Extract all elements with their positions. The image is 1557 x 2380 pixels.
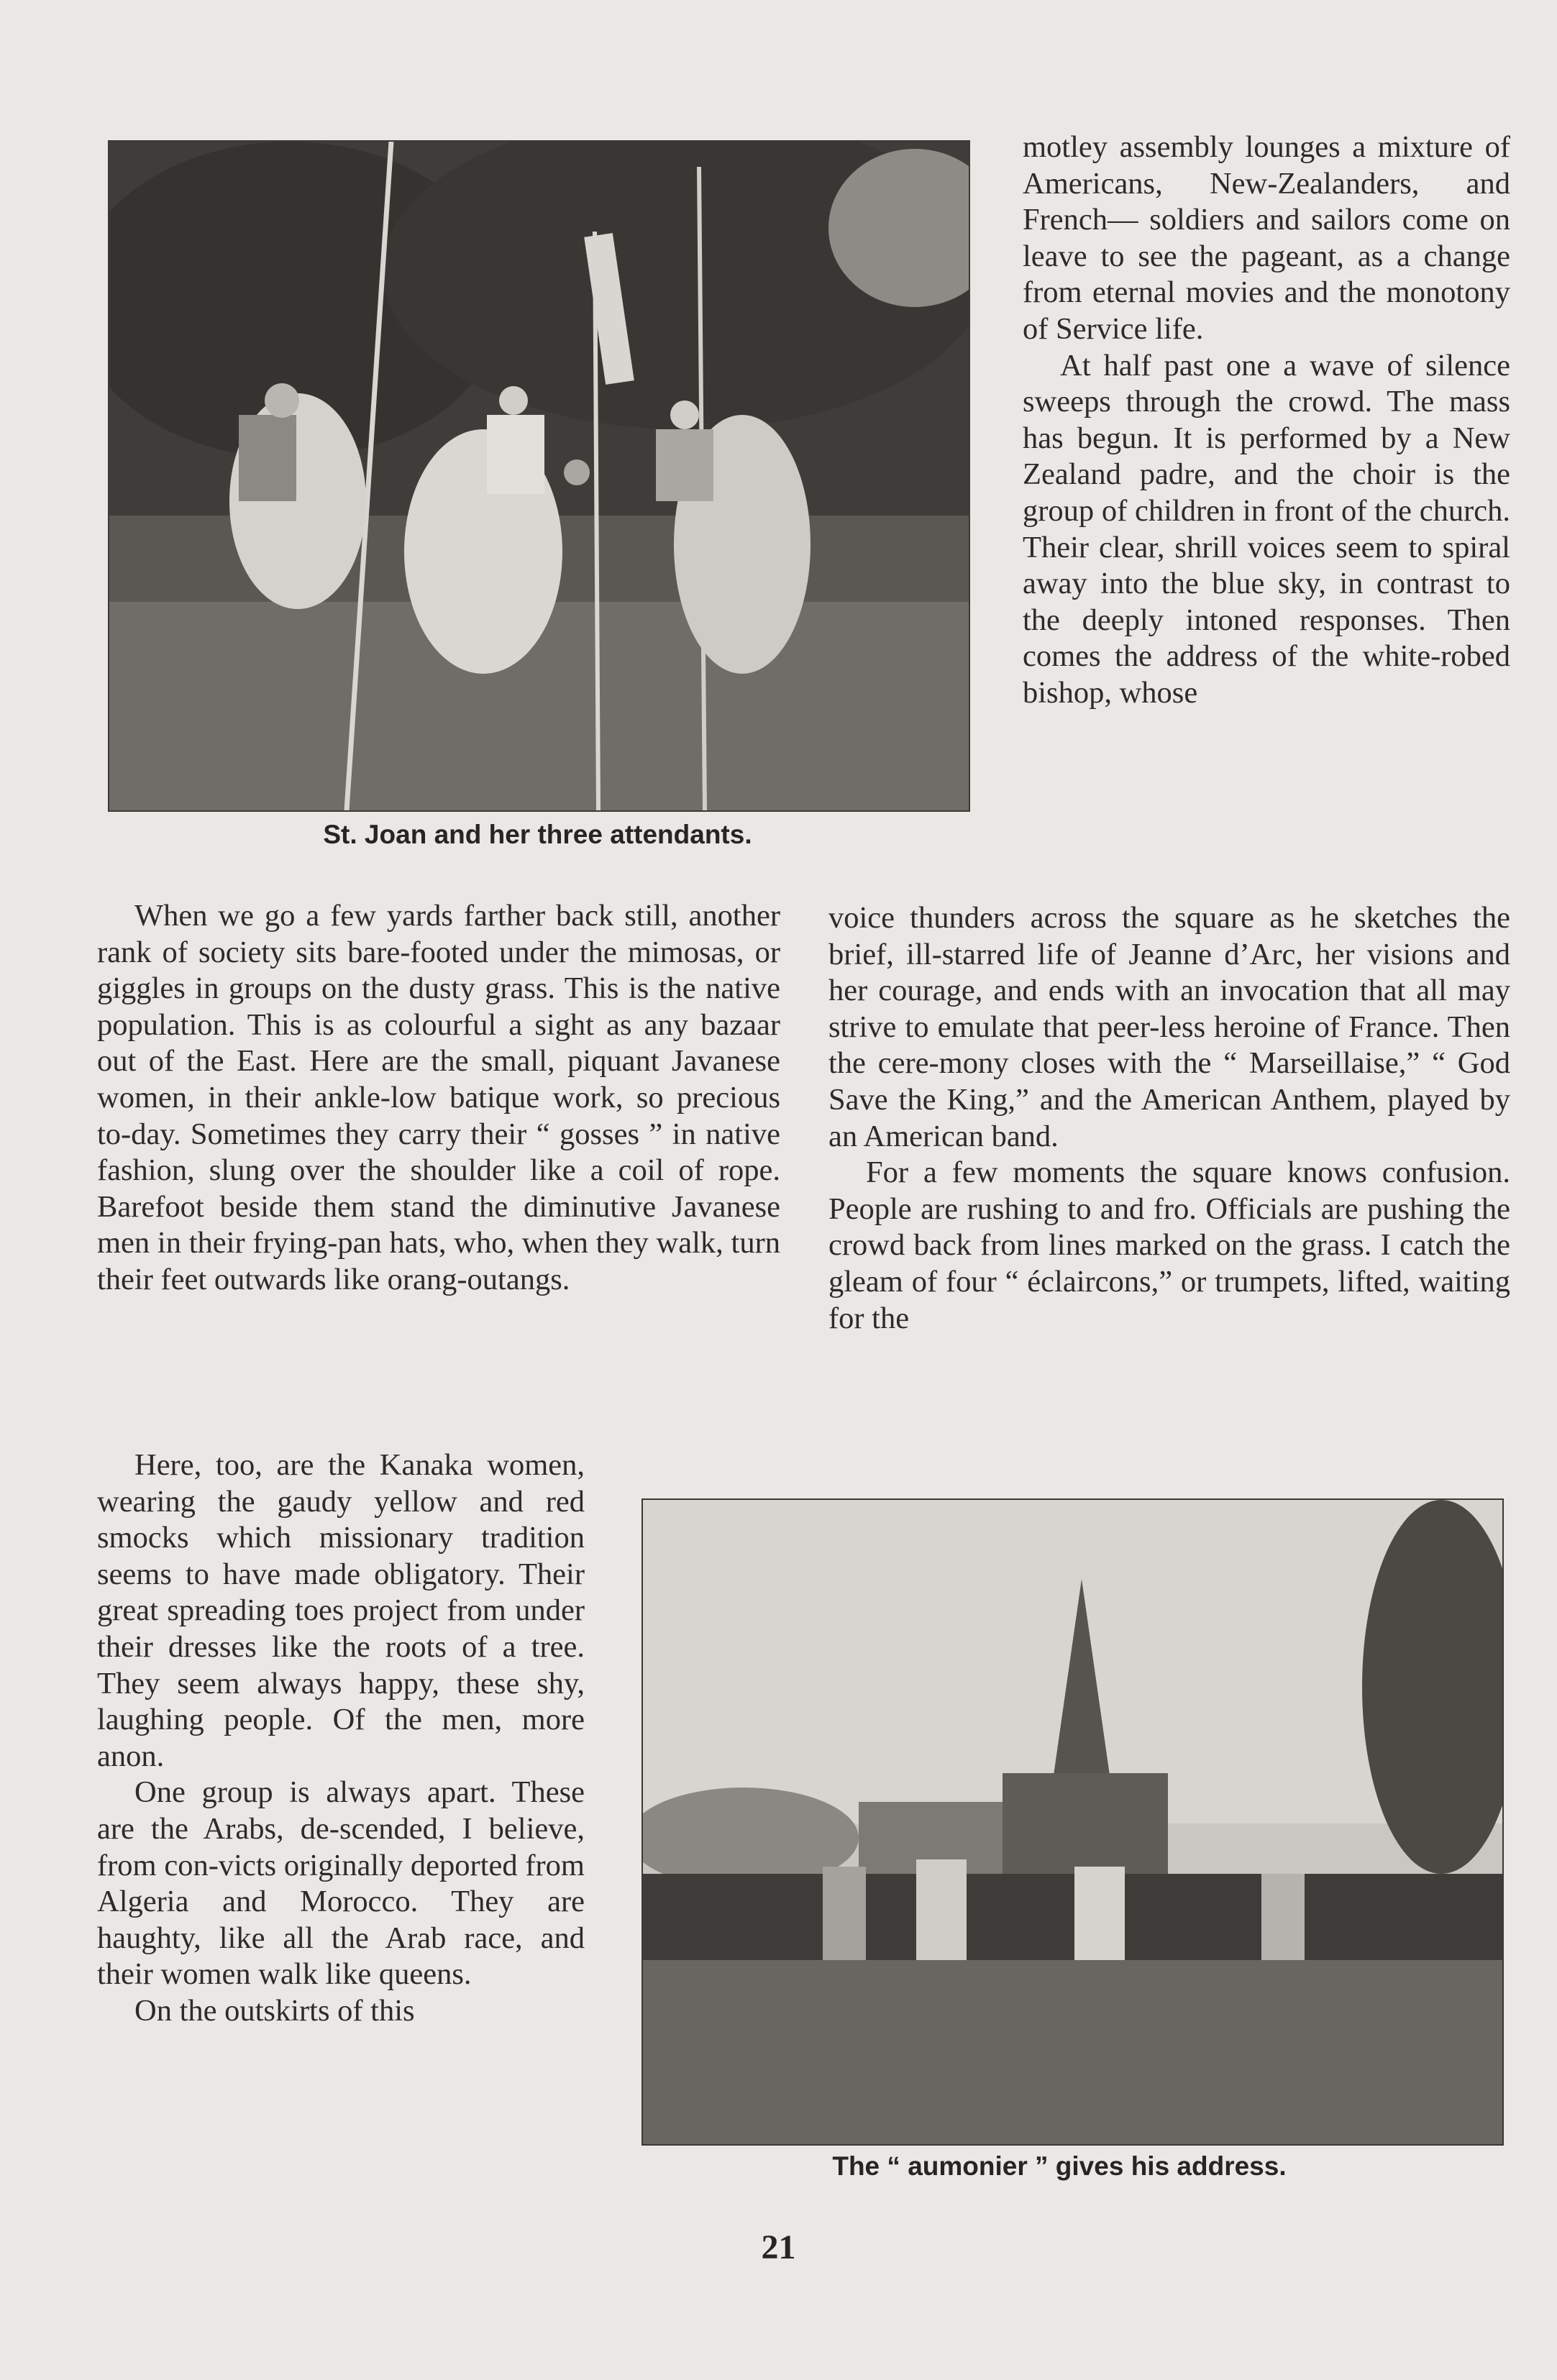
figure-photo-church (641, 1498, 1504, 2146)
paragraph: voice thunders across the square as he sketches the brief, ill-starred life of Jeanne d’Arc, her visions and her courage, and ends with an invocation that all may strive to emulate that peer-less heroine of France. Then the cere-mony closes with the “ Marseillaise,” “ God Save the King,” and the American Anthem, played by an American band. (828, 901, 1510, 1153)
page-number: 21 (761, 2228, 796, 2266)
photo-church-procession-icon (643, 1500, 1502, 2144)
left-column (97, 898, 780, 1299)
paragraph: For a few moments the square knows confusion. People are rushing to and fro. Officials are pushing the crowd back from lines marked on the grass. I catch the gleam of four “ éclaircons,” or trumpets, lifted, waiting for the (828, 1155, 1510, 1335)
narrow-left-column (97, 1447, 585, 2030)
paragraph: Here, too, are the Kanaka women, wearing the gaudy yellow and red smocks which missionary tradition seems to have made obligatory. Their great spreading toes project from under their dresses like the roots of a tree. They seem always happy, these shy, laughing people. Of the men, more anon. (97, 1448, 585, 1773)
paragraph: On the outskirts of this (134, 1993, 415, 2028)
right-column-upper (1023, 129, 1510, 712)
paragraph: When we go a few yards farther back still, another rank of society sits bare-footed under the mimosas, or giggles in groups on the dusty grass. This is the native population. This is as colourful a sight as any bazaar out of the East. Here are the small, piquant Javanese women, in their ankle-low batique work, so precious to-day. Sometimes they carry their “ gosses ” in native fashion, slung over the shoulder like a coil of rope. Barefoot beside them stand the diminutive Javanese men in their frying-pan hats, who, when they walk, turn their feet outwards like orang-outangs. (97, 899, 780, 1296)
right-column-middle (828, 900, 1510, 1337)
figure-caption-2: The “ aumonier ” gives his address. (832, 2151, 1287, 2181)
paragraph: motley assembly lounges a mixture of Americans, New-Zealanders, and French— soldiers and sailors come on leave to see the pageant, as a change from eternal movies and the monotony of Service life. (1023, 130, 1510, 346)
photo-mounted-riders-icon (109, 142, 969, 810)
paragraph: At half past one a wave of silence sweeps through the crowd. The mass has begun. It is performed by a New Zealand padre, and the choir is the group of children in front of the church. Their clear, shrill voices seem to spiral away into the blue sky, in contrast to the deeply intoned responses. Then comes the address of the white-robed bishop, whose (1023, 348, 1510, 710)
figure-photo-riders (108, 140, 970, 812)
figure-caption-1: St. Joan and her three attendants. (323, 820, 752, 849)
paragraph: One group is always apart. These are the Arabs, de-scended, I believe, from con-victs originally deported from Algeria and Morocco. They are haughty, like all the Arab race, and their women walk like queens. (97, 1775, 585, 1992)
